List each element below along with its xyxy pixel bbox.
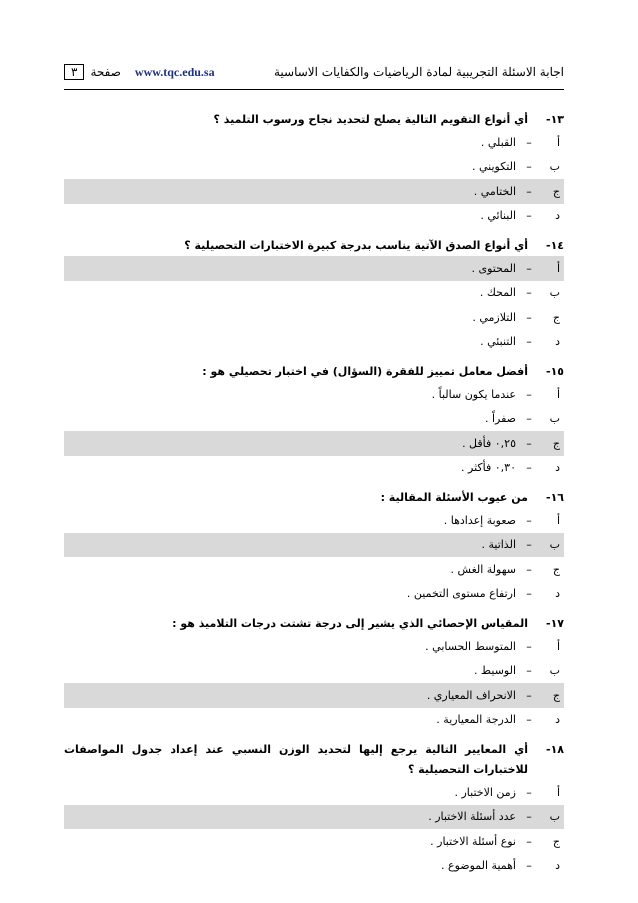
- option-letter: د: [555, 335, 560, 349]
- option-text: البنائي .: [480, 209, 516, 223]
- page-label: صفحة: [90, 65, 121, 79]
- option-letter: ج: [552, 688, 560, 702]
- correct-answer-option: أ – المحتوى .: [64, 256, 564, 281]
- option-text: الدرجة المعيارية .: [436, 713, 516, 727]
- question-number: ١٣-: [545, 113, 564, 126]
- answer-option: ب – صفراً .: [64, 407, 564, 432]
- option-letter: ب: [549, 412, 560, 426]
- option-text: صفراً .: [484, 412, 516, 426]
- question-text: أفضل معامل تمييز للفقرة (السؤال) في اختبار تحصيلي هو :: [202, 365, 528, 378]
- answer-option: أ – عندما يكون سالباً .: [64, 382, 564, 407]
- option-letter: أ: [556, 639, 560, 653]
- answer-option: ب – الوسيط .: [64, 659, 564, 684]
- question-17: [64, 614, 564, 732]
- option-letter: ب: [549, 286, 560, 300]
- option-letter: د: [555, 859, 560, 873]
- option-letter: ج: [552, 310, 560, 324]
- option-letter: أ: [556, 513, 560, 527]
- option-text: القبلي .: [480, 135, 516, 149]
- question-13: [64, 110, 564, 228]
- answer-option: أ – القبلي .: [64, 130, 564, 155]
- option-letter: أ: [556, 387, 560, 401]
- answer-option: د – التنبئي .: [64, 330, 564, 355]
- document-title: اجابة الاسئلة التجريبية لمادة الرياضيات والكفايات الاساسية: [273, 65, 564, 79]
- question-text: أي أنواع الصدق الآتية يناسب بدرجة كبيرة الاختبارات التحصيلية ؟: [184, 239, 528, 252]
- option-text: الذاتية .: [481, 538, 516, 552]
- question-18: [64, 740, 564, 878]
- answer-option: د – ارتفاع مستوى التخمين .: [64, 582, 564, 607]
- option-text: المتوسط الحسابي .: [425, 639, 516, 653]
- question-number: ١٥-: [545, 365, 564, 378]
- answer-option: د – البنائي .: [64, 204, 564, 229]
- option-letter: د: [555, 713, 560, 727]
- option-letter: ب: [549, 810, 560, 824]
- answer-option: ج – التلازمي .: [64, 305, 564, 330]
- answer-option: ب – التكويني .: [64, 155, 564, 180]
- option-text: المحك .: [479, 286, 516, 300]
- answer-option: د – ٠,٣٠ فأكثر .: [64, 456, 564, 481]
- option-text: ٠,٢٥ فأقل .: [462, 436, 516, 450]
- option-letter: د: [555, 461, 560, 475]
- question-text: من عيوب الأسئلة المقالية :: [380, 491, 528, 504]
- answer-option: ج – نوع أسئلة الاختبار .: [64, 829, 564, 854]
- website-link[interactable]: www.tqc.edu.sa: [134, 64, 215, 79]
- correct-answer-option: ج – الانحراف المعياري .: [64, 683, 564, 708]
- question-number: ١٤-: [545, 239, 564, 252]
- option-letter: أ: [556, 135, 560, 149]
- option-text: التكويني .: [471, 160, 516, 174]
- question-text: المقياس الإحصائي الذي يشير إلى درجة تشتت درجات التلاميذ هو :: [172, 617, 528, 630]
- question-text: أي المعايير التالية يرجع إليها لتحديد الوزن النسبي عند إعداد جدول المواصفات للاختبارات التحصيلية ؟: [64, 743, 528, 776]
- option-letter: ب: [549, 538, 560, 552]
- answer-option: أ – صعوبة إعدادها .: [64, 508, 564, 533]
- option-text: المحتوى .: [471, 261, 516, 275]
- option-text: الختامي .: [473, 184, 516, 198]
- page-number: ٣: [64, 64, 84, 80]
- question-14: [64, 236, 564, 354]
- option-letter: أ: [556, 261, 560, 275]
- option-text: سهولة الغش .: [450, 562, 516, 576]
- page-header: [64, 55, 564, 90]
- option-letter: د: [555, 587, 560, 601]
- page-indicator: [64, 64, 121, 80]
- question-text: أي أنواع التقويم التالية يصلح لتحديد نجاح ورسوب التلميذ ؟: [213, 113, 528, 126]
- option-letter: ب: [549, 664, 560, 678]
- answer-option: أ – زمن الاختبار .: [64, 780, 564, 805]
- option-letter: أ: [556, 785, 560, 799]
- correct-answer-option: ب – الذاتية .: [64, 533, 564, 558]
- correct-answer-option: ج – ٠,٢٥ فأقل .: [64, 431, 564, 456]
- option-text: ٠,٣٠ فأكثر .: [461, 461, 516, 475]
- question-15: [64, 362, 564, 480]
- option-text: نوع أسئلة الاختبار .: [430, 834, 516, 848]
- option-text: ارتفاع مستوى التخمين .: [406, 587, 516, 601]
- option-text: الانحراف المعياري .: [426, 688, 516, 702]
- option-text: أهمية الموضوع .: [441, 859, 516, 873]
- question-number: ١٧-: [545, 617, 564, 630]
- question-number: ١٨-: [545, 743, 564, 756]
- option-letter: د: [555, 209, 560, 223]
- option-text: صعوبة إعدادها .: [443, 513, 516, 527]
- question-number: ١٦-: [545, 491, 564, 504]
- answer-option: د – الدرجة المعيارية .: [64, 708, 564, 733]
- option-letter: ج: [552, 834, 560, 848]
- questions-list: [64, 110, 564, 886]
- option-text: عدد أسئلة الاختبار .: [428, 810, 516, 824]
- answer-option: ج – سهولة الغش .: [64, 557, 564, 582]
- option-text: التلازمي .: [472, 310, 516, 324]
- option-letter: ب: [549, 160, 560, 174]
- option-text: التنبئي .: [480, 335, 516, 349]
- answer-option: د – أهمية الموضوع .: [64, 854, 564, 879]
- option-text: زمن الاختبار .: [454, 785, 516, 799]
- correct-answer-option: ب – عدد أسئلة الاختبار .: [64, 805, 564, 830]
- option-text: الوسيط .: [473, 664, 516, 678]
- option-letter: ج: [552, 562, 560, 576]
- correct-answer-option: ج – الختامي .: [64, 179, 564, 204]
- answer-option: أ – المتوسط الحسابي .: [64, 634, 564, 659]
- question-16: [64, 488, 564, 606]
- answer-option: ب – المحك .: [64, 281, 564, 306]
- option-text: عندما يكون سالباً .: [431, 387, 516, 401]
- option-letter: ج: [552, 184, 560, 198]
- option-letter: ج: [552, 436, 560, 450]
